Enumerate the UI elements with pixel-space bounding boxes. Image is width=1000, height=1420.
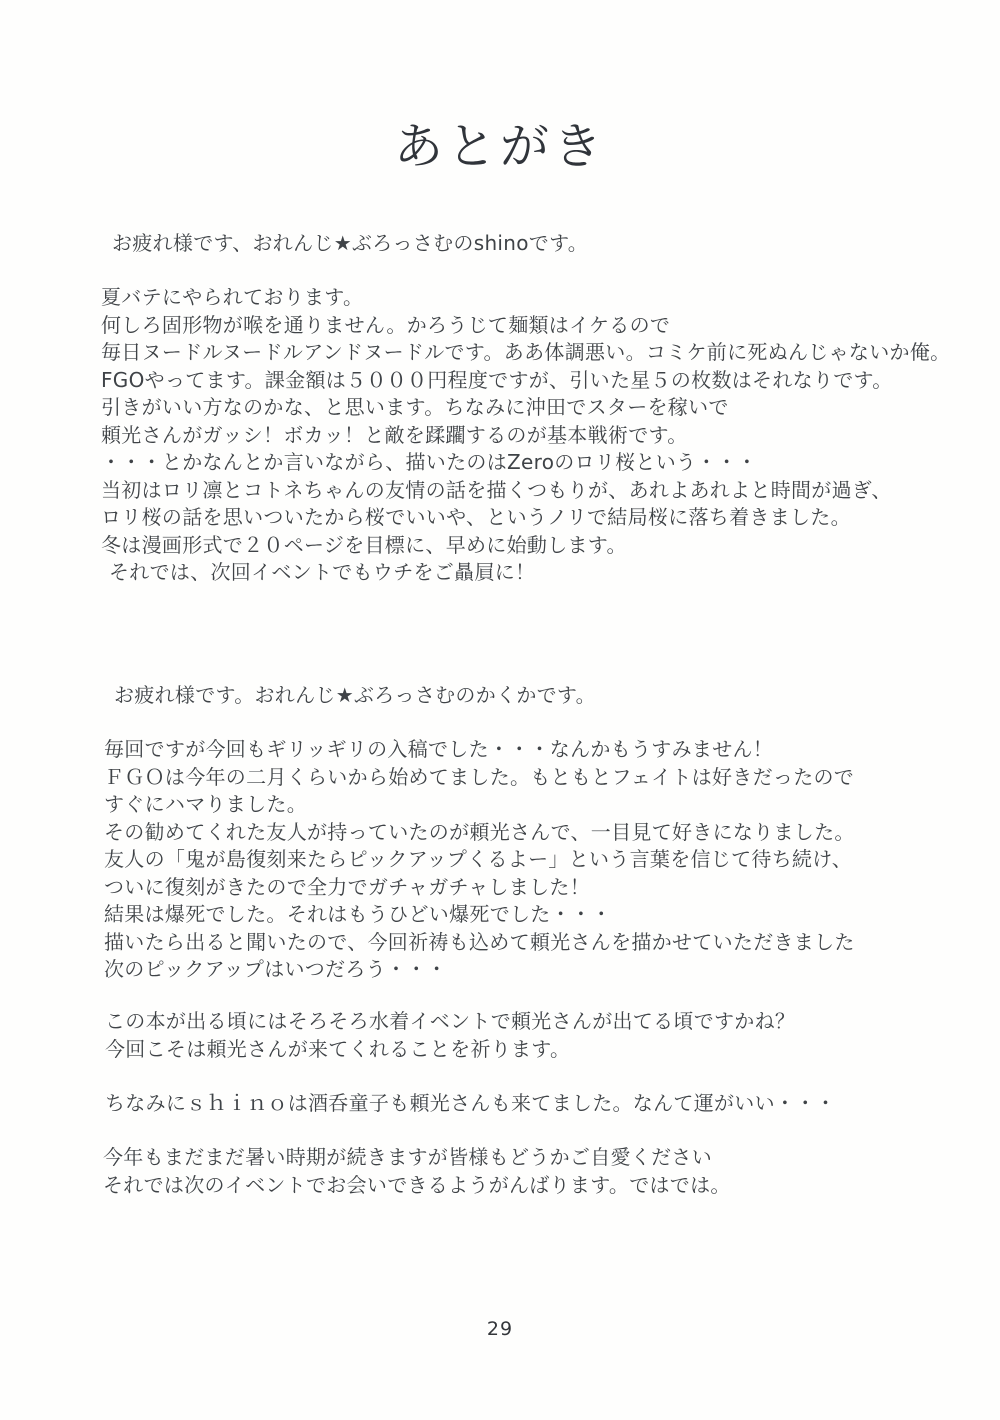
text-line: FGOやってます。課金額は５０００円程度ですが、引いた星５の枚数はそれなりです。 — [101, 367, 893, 392]
page-title: あとがき — [393, 118, 606, 175]
text-line: 今年もまだまだ暑い時期が続きますが皆様もどうかご自愛ください — [103, 1145, 712, 1169]
text-line: 当初はロリ凛とコトネちゃんの友情の話を描くつもりが、あれよあれよと時間が過ぎ、 — [101, 477, 892, 502]
text-line: 友人の「鬼が島復刻来たらピックアップくるよー」という言葉を信じて待ち続け、 — [104, 847, 853, 871]
text-line: ロリ桜の話を思いついたから桜でいいや、というノリで結局桜に落ち着きました。 — [101, 505, 851, 529]
kakuka-luck-paragraph — [105, 1090, 836, 1118]
text-line: 次のピックアップはいつだろう・・・ — [104, 957, 447, 981]
text-line: 何しろ固形物が喉を通りません。かろうじて麺類はイケるので — [101, 312, 671, 337]
text-line: それでは次のイベントでお会いできるようがんばります。ではでは。 — [103, 1172, 731, 1197]
text-line: ついに復刻がきたので全力でガチャガチャしました！ — [104, 874, 590, 899]
text-line: ・・・とかなんとか言いながら、描いたのはZeroのロリ桜という・・・ — [101, 450, 758, 474]
text-line: それでは、次回イベントでもウチをご贔屓に！ — [109, 560, 536, 584]
shino-afterword-text — [101, 284, 950, 587]
text-line: お疲れ様です。おれんじ★ぶろっさむのかくかです。 — [114, 683, 596, 707]
text-line: 描いたら出ると聞いたので、今回祈祷も込めて頼光さんを描かせていただきました — [104, 929, 855, 954]
text-line: ちなみにｓｈｉｎｏは酒呑童子も頼光さんも来てました。なんて運がいい・・・ — [105, 1091, 836, 1115]
text-line: 毎日ヌードルヌードルアンドヌードルです。ああ体調悪い。コミケ前に死ぬんじゃないか俺。 — [101, 340, 951, 364]
kakuka-greeting — [114, 682, 596, 710]
text-line: 冬は漫画形式で２０ページを目標に、早めに始動します。 — [101, 532, 627, 557]
text-line: 結果は爆死でした。それはもうひどい爆死でした・・・ — [104, 902, 612, 926]
kakuka-swimsuit-paragraph — [105, 1008, 795, 1063]
shino-greeting — [112, 230, 588, 258]
text-line: 引きがいい方なのかな、と思います。ちなみに沖田でスターを稼いで — [101, 395, 729, 419]
text-line: お疲れ様です、おれんじ★ぶろっさむのshinoです。 — [112, 231, 589, 255]
text-line: この本が出る頃にはそろそろ水着イベントで頼光さんが出てる頃ですかね？ — [105, 1009, 796, 1033]
text-line: すぐにハマりました。 — [104, 792, 307, 816]
text-line: 今回こそは頼光さんが来てくれることを祈ります。 — [105, 1036, 571, 1061]
page-number: 29 — [486, 1318, 514, 1340]
text-line: 夏バテにやられております。 — [101, 285, 364, 309]
text-line: 頼光さんがガッシ！ボカッ！と敵を蹂躙するのが基本戦術です。 — [101, 422, 688, 447]
text-line: 毎回ですが今回もギリッギリの入稿でした・・・なんかもうすみません！ — [104, 737, 774, 761]
kakuka-afterword-text — [104, 736, 855, 984]
text-line: ＦＧＯは今年の二月くらいから始めてました。もともとフェイトは好きだったので — [104, 764, 855, 789]
text-line: その勧めてくれた友人が持っていたのが頼光さんで、一目見て好きになりました。 — [104, 819, 855, 844]
kakuka-closing-paragraph — [103, 1144, 731, 1199]
